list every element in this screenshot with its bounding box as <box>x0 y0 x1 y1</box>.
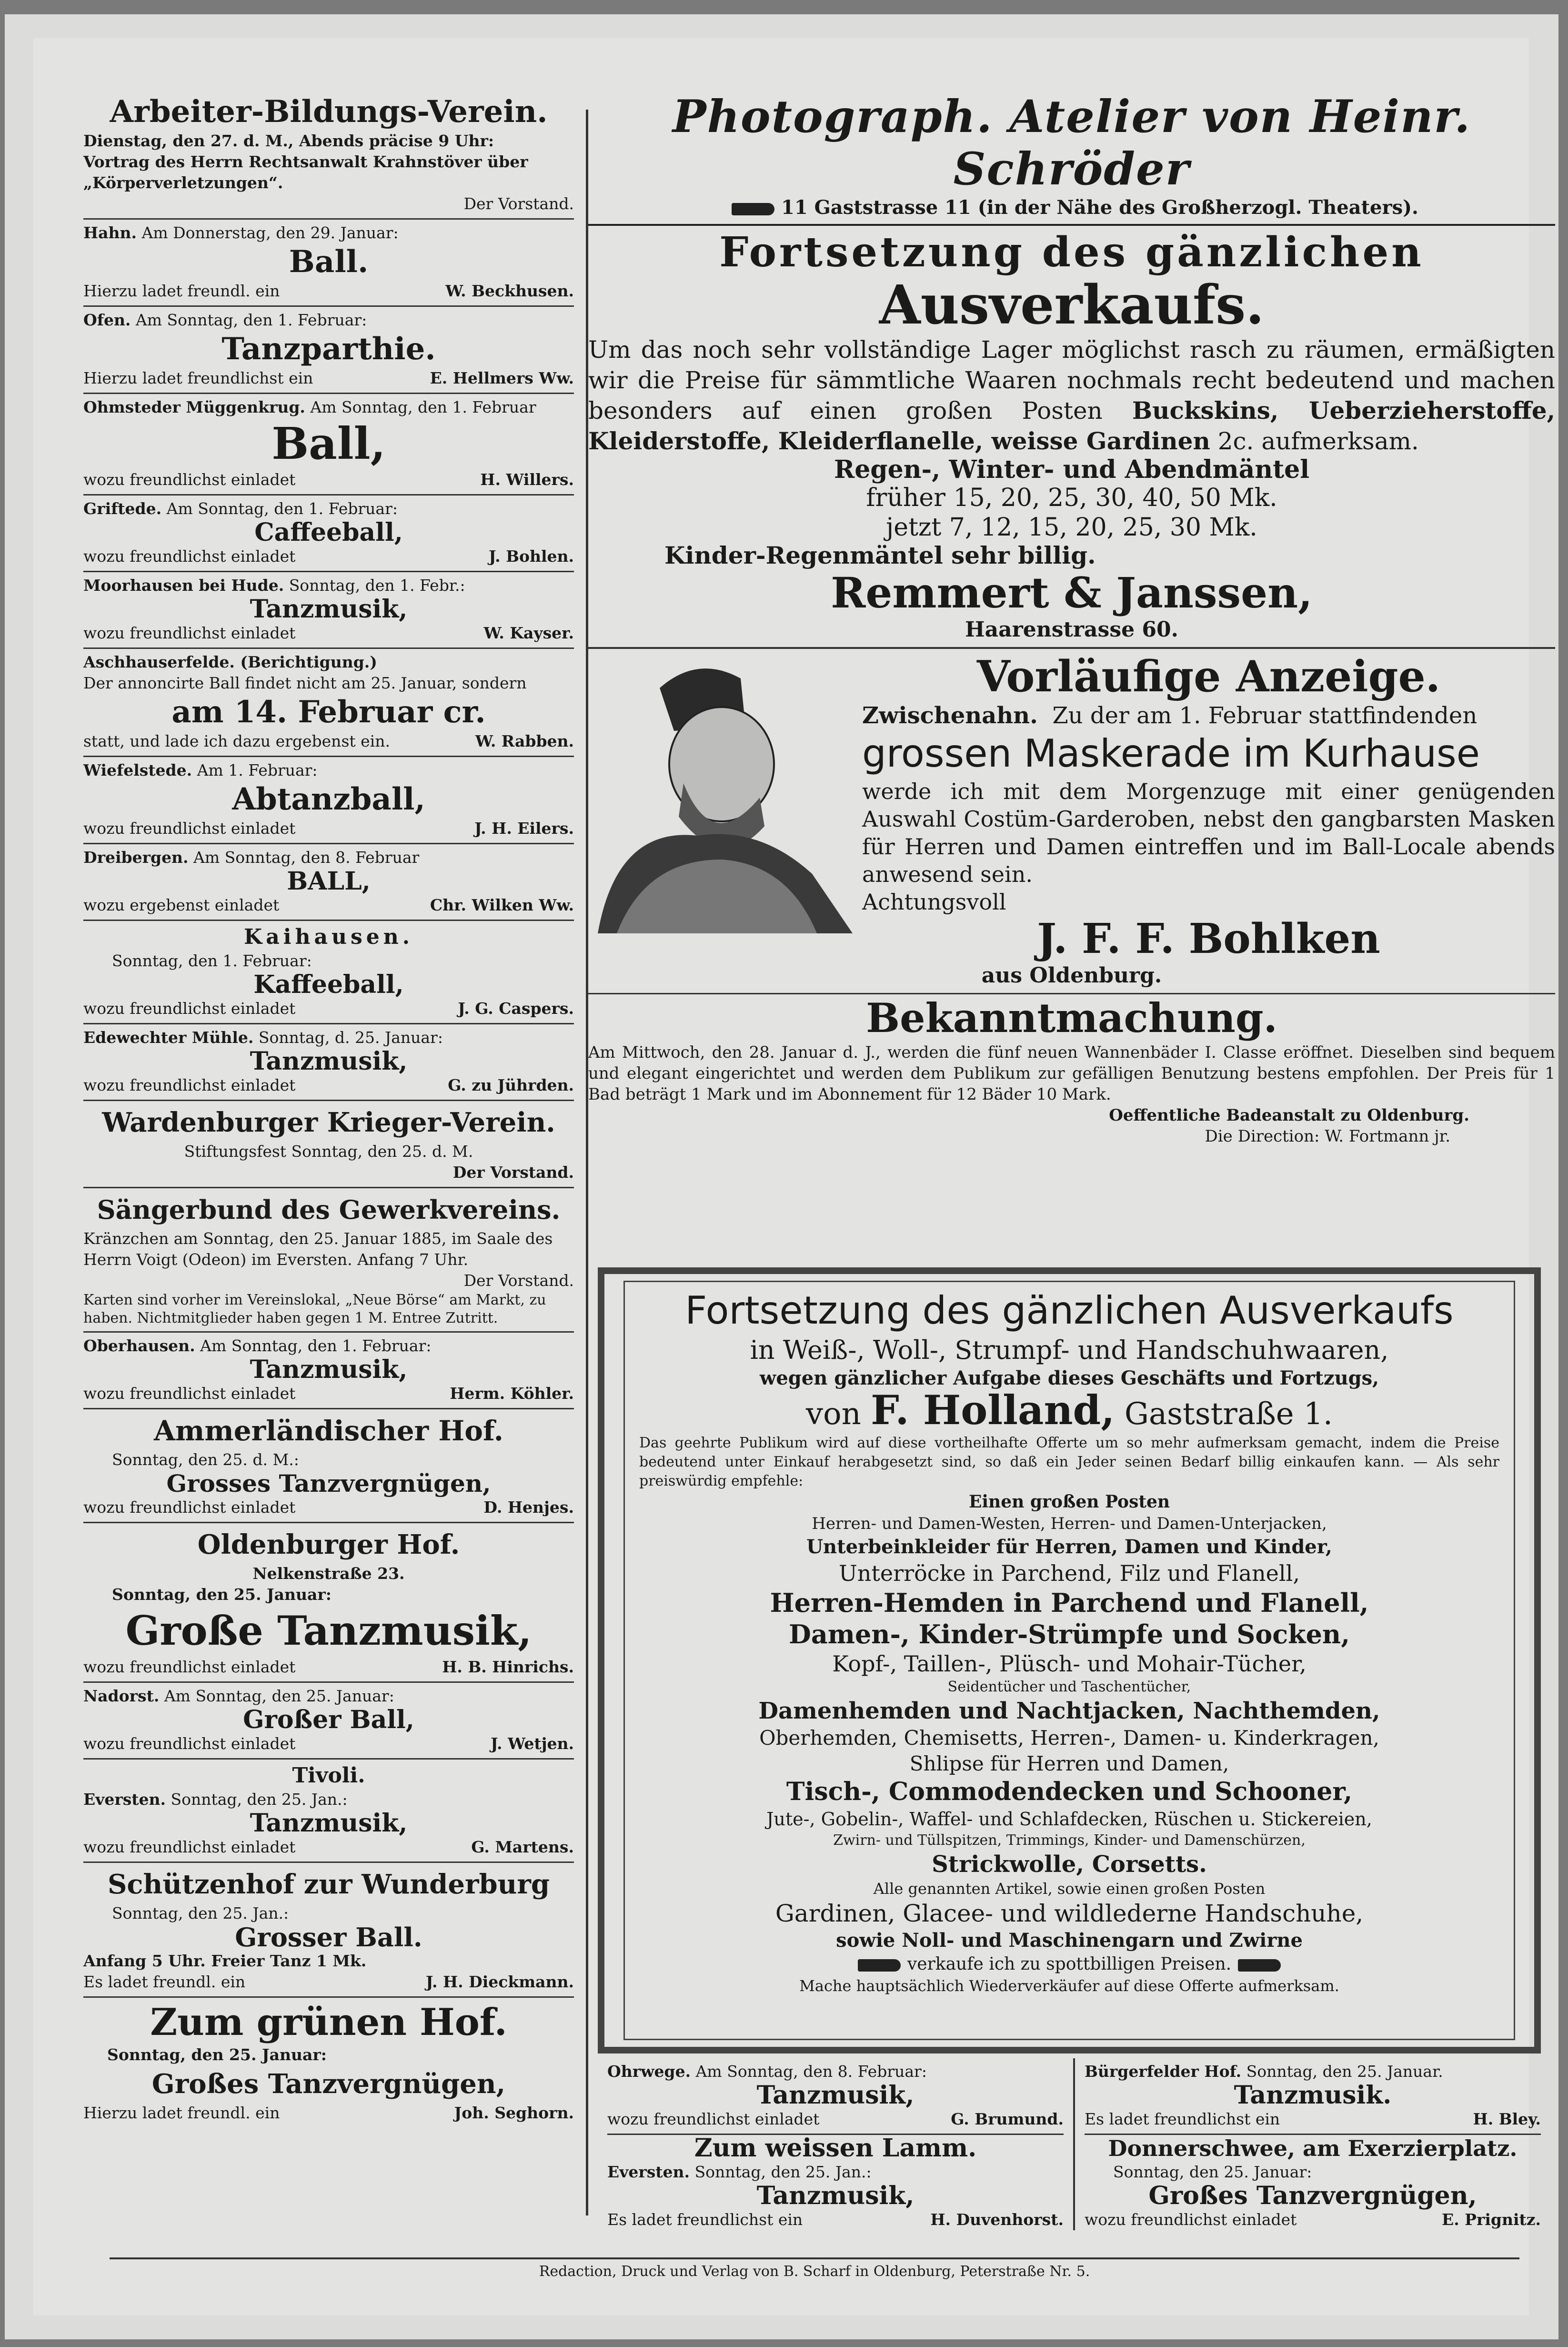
ad-title: Wardenburger Krieger-Verein. <box>102 1107 555 1138</box>
ad-invite: Es ladet freundlichst ein <box>1085 2110 1280 2128</box>
ad-event: Kaffeeball, <box>253 970 404 999</box>
ad-griftede <box>83 496 574 572</box>
ad-event: Großes Tanzvergnügen, <box>151 2068 506 2100</box>
ad-signature: D. Henjes. <box>483 1498 574 1517</box>
ad-signature: Joh. Seghorn. <box>454 2104 574 2122</box>
ad-text: Kinder-Regenmäntel sehr billig. <box>664 541 1096 569</box>
ad-remmert-janssen <box>588 226 1555 649</box>
ad-place: Eversten. <box>607 2163 690 2181</box>
ad-place: Nadorst. <box>83 1687 160 1705</box>
ad-signature: G. Brumund. <box>951 2110 1064 2128</box>
bottom-ads-right <box>1073 2058 1550 2230</box>
pointing-hand-icon <box>858 1959 901 1972</box>
ad-nadorst <box>83 1683 574 1760</box>
ad-text: werde ich mit dem Morgenzuge mit einer genügenden Auswahl Costüm-Garderoben, nebst den gangbarsten Masken für Herren und Damen eintreffen und im Ball-Locale abends anwesend sein. <box>862 779 1555 887</box>
ad-address: Nelkenstraße 23. <box>252 1564 405 1583</box>
ad-weisses-lamm <box>607 2135 1064 2230</box>
ad-event: am 14. Februar cr. <box>171 694 486 730</box>
ad-text: aus Oldenburg. <box>981 963 1162 988</box>
ad-text: Stiftungsfest Sonntag, den 25. d. M. <box>184 1142 473 1161</box>
ad-date: Am Sonntag, den 8. Februar <box>193 848 420 867</box>
ad-invite: wozu freundlichst einladet <box>83 1076 296 1094</box>
ad-schuetzenhof <box>83 1863 574 1998</box>
price-before: früher 15, 20, 25, 30, 40, 50 Mk. <box>866 484 1277 512</box>
ad-title: Photograph. Atelier von Heinr. Schröder <box>672 91 1471 195</box>
ad-invite: wozu freundlichst einladet <box>83 624 296 642</box>
ad-date: Am Sonntag, den 1. Februar: <box>135 311 367 329</box>
ad-bohlken <box>588 649 1555 994</box>
ad-photograph <box>588 91 1555 226</box>
ad-title: Ammerländischer Hof. <box>154 1415 503 1447</box>
ad-ammerland <box>83 1409 574 1523</box>
ad-signature: Der Vorstand. <box>463 194 574 213</box>
pointing-hand-icon <box>1238 1959 1281 1972</box>
ad-edewecht <box>83 1024 574 1101</box>
ad-signature: J. H. Dieckmann. <box>425 1973 574 1991</box>
ad-invite: wozu freundlichst einladet <box>83 1384 296 1403</box>
ad-title: Sängerbund des Gewerkvereins. <box>97 1194 561 1225</box>
ad-signature: J. H. Eilers. <box>474 819 574 838</box>
ad-oberhausen <box>83 1333 574 1409</box>
ad-date: Sonntag, den 25. Jan.: <box>171 1790 348 1809</box>
pointing-hand-icon <box>732 203 774 215</box>
ad-date: Sonntag, den 1. Febr.: <box>289 576 465 595</box>
ad-text: Achtungsvoll <box>862 889 1006 915</box>
ad-event: Tanzmusik, <box>250 1809 408 1838</box>
ad-invite: Hierzu ladet freundlichst ein <box>83 369 313 387</box>
ad-signature: Die Direction: W. Fortmann jr. <box>1205 1127 1450 1146</box>
ad-donnerschwee <box>1085 2135 1541 2230</box>
ad-event: BALL, <box>287 867 371 896</box>
left-column <box>83 91 574 2124</box>
ad-signature: J. Wetjen. <box>490 1734 574 1753</box>
ad-item: Seidentücher und Taschentücher, <box>947 1679 1191 1695</box>
ad-title: Arbeiter-Bildungs-Verein. <box>110 94 548 130</box>
ad-item: Jute-, Gobelin-, Waffel- und Schlafdecken, Rüschen u. Stickereien, <box>766 1809 1372 1830</box>
ad-invite: Es ladet freundlichst ein <box>607 2210 803 2229</box>
ad-signature: Chr. Wilken Ww. <box>430 896 574 914</box>
ad-item: Shlipse für Herren und Damen, <box>909 1752 1229 1775</box>
ad-place: Ohrwege. <box>607 2062 691 2081</box>
ad-date: Sonntag, den 25. Jan.: <box>112 1904 289 1922</box>
ad-signature: E. Hellmers Ww. <box>430 369 574 387</box>
ad-firm: Remmert & Janssen, <box>831 568 1313 617</box>
ad-place: Zwischenahn. <box>862 702 1038 729</box>
ad-invite: wozu freundlichst einladet <box>83 470 296 489</box>
ad-kaihausen <box>83 921 574 1024</box>
ad-title: Fortsetzung des gänzlichen <box>719 228 1424 276</box>
ad-item: Oberhemden, Chemisetts, Herren-, Damen- u. Kinderkragen, <box>759 1726 1379 1750</box>
ad-text: Um das noch sehr vollständige Lager möglichst rasch zu räumen, ermäßigten wir die Preise für sämmtliche Waaren nochmals recht bedeutend und machen besonders auf einen großen Posten <box>588 336 1555 425</box>
ad-address: 11 Gaststrasse 11 (in der Nähe des Großherzogl. Theaters). <box>781 196 1418 219</box>
right-column <box>588 91 1555 1147</box>
ad-gruener-hof <box>83 1998 574 2124</box>
ad-invite: Hierzu ladet freundl. ein <box>83 2104 280 2122</box>
ad-date: Am Sonntag, den 1. Februar: <box>200 1336 432 1355</box>
ad-wardenburg <box>83 1101 574 1188</box>
ad-signature: H. Duvenhorst. <box>930 2210 1064 2229</box>
ad-event: Große Tanzmusik, <box>125 1607 532 1654</box>
bottom-ads <box>598 2058 1550 2230</box>
imprint-footer: Redaction, Druck und Verlag von B. Scharf in Oldenburg, Peterstraße Nr. 5. <box>110 2257 1519 2280</box>
ad-event: Tanzmusik, <box>250 595 408 624</box>
ad-item: Unterröcke in Parchend, Filz und Flanell, <box>839 1560 1300 1586</box>
ad-place: Aschhauserfelde. (Berichtigung.) <box>83 653 377 671</box>
ad-place: Eversten. <box>83 1790 166 1809</box>
ad-text: Das geehrte Publikum wird auf diese vortheilhafte Offerte um so mehr aufmerksam gemacht, indem die Preise bedeutend unter Einkauf herabgesetzt sind, so daß ein Jeder seinen Bedarf billig einkaufen kann. — Als sehr preiswürdig empfehle: <box>639 1435 1499 1489</box>
ad-place: Edewechter Mühle. <box>83 1028 254 1047</box>
ad-text: Am Mittwoch, den 28. Januar d. J., werden die fünf neuen Wannenbäder I. Classe eröffnet. Dieselben sind bequem und elegant eingerichtet und werden dem Publikum zur gefälligen Benutzung bestens empfohlen. Der Preis für 1 Bad beträgt 1 Mark und im Abonnement für 12 Bäder 10 Mark. <box>588 1043 1555 1104</box>
bottom-ads-left <box>598 2058 1073 2230</box>
ad-date: Sonntag, den 25. Januar: <box>107 2045 327 2064</box>
ad-event: Großes Tanzvergnügen, <box>1148 2181 1477 2210</box>
ad-date: Am Sonntag, den 8. Februar: <box>695 2062 927 2081</box>
ad-firm: F. Holland, <box>871 1386 1115 1434</box>
ad-event: Tanzparthie. <box>221 331 436 367</box>
ad-moorhausen <box>83 572 574 649</box>
ad-title: Zum grünen Hof. <box>150 2001 507 2044</box>
ad-date: Am Sonntag, den 25. Januar: <box>164 1687 394 1705</box>
ad-signature: Herm. Köhler. <box>450 1384 574 1403</box>
ad-place: Ofen. <box>83 311 131 329</box>
ad-item: Zwirn- und Tüllspitzen, Trimmings, Kinder- und Damenschürzen, <box>833 1832 1306 1849</box>
ad-item: Damenhemden und Nachtjacken, Nachthemden, <box>758 1698 1380 1724</box>
ad-item: Gardinen, Glacee- und wildlederne Handschuhe, <box>775 1900 1364 1927</box>
ad-arbeiter-verein <box>83 91 574 220</box>
ad-place: Hahn. <box>83 223 137 242</box>
price-now: jetzt 7, 12, 15, 20, 25, 30 Mk. <box>886 513 1257 542</box>
ad-bekanntmachung <box>588 994 1555 1147</box>
ad-signature: Der Vorstand. <box>463 1271 574 1290</box>
ad-event: Tanzmusik, <box>250 1355 408 1384</box>
ad-items: Buckskins, Ueberzieherstoffe, Kleiderstoffe, Kleiderflanelle, weisse Gardinen <box>588 396 1555 455</box>
ad-signature: W. Beckhusen. <box>445 282 574 300</box>
ad-dreibergen <box>83 844 574 921</box>
ad-place: Wiefelstede. <box>83 761 192 779</box>
ad-event: Tanzmusik, <box>250 1047 408 1076</box>
ad-text: Dienstag, den 27. d. M., Abends präcise 9 Uhr: <box>83 132 494 150</box>
ad-title: Schützenhof zur Wunderburg <box>107 1869 550 1900</box>
ad-signature: E. Prignitz. <box>1442 2210 1541 2229</box>
ad-event: Caffeeball, <box>254 518 403 547</box>
ad-place: Ohmsteder Müggenkrug. <box>83 398 305 416</box>
ad-wiefelstede <box>83 757 574 844</box>
ad-signature: J. G. Caspers. <box>458 999 574 1018</box>
ad-invite: wozu freundlichst einladet <box>607 2110 820 2128</box>
ad-title: Oldenburger Hof. <box>197 1529 460 1560</box>
ad-title: Donnerschwee, am Exerzierplatz. <box>1108 2135 1518 2161</box>
ad-signature: G. Martens. <box>471 1838 574 1856</box>
ad-event: Tanzmusik, <box>756 2081 915 2110</box>
ad-date: Sonntag, den 25. Jan.: <box>694 2163 872 2181</box>
ad-buergerfelde <box>1085 2058 1541 2135</box>
ad-ofen <box>83 307 574 394</box>
ad-item: Mache hauptsächlich Wiederverkäufer auf diese Offerte aufmerksam. <box>799 1977 1339 1995</box>
ad-date: Am Sonntag, den 1. Februar <box>310 398 536 416</box>
ad-item: Einen großen Posten <box>968 1492 1170 1512</box>
ad-event: Ball, <box>271 418 386 469</box>
ad-signature: J. Bohlen. <box>489 547 574 566</box>
ad-invite: wozu freundlichst einladet <box>83 547 296 566</box>
ad-date: Sonntag, den 25. Januar: <box>1113 2163 1312 2181</box>
ad-event: Ball. <box>289 244 369 280</box>
ad-place: Bürgerfelder Hof. <box>1085 2062 1242 2081</box>
ad-title: Zum weissen Lamm. <box>694 2134 977 2163</box>
ad-date: Am Donnerstag, den 29. Januar: <box>141 223 399 242</box>
ad-item: Alle genannten Artikel, sowie einen großen Posten <box>873 1880 1266 1898</box>
ad-invite: wozu freundlichst einladet <box>83 999 296 1018</box>
ad-signature: G. zu Jührden. <box>448 1076 574 1094</box>
ad-item: Herren-Hemden in Parchend und Flanell, <box>770 1588 1369 1618</box>
ad-text: von <box>805 1396 861 1432</box>
ad-title: Ausverkaufs. <box>879 274 1265 336</box>
ad-text: wegen gänzlicher Aufgabe dieses Geschäfts und Fortzugs, <box>759 1367 1379 1389</box>
ad-title: Vorläufige Anzeige. <box>976 651 1441 702</box>
ad-text: in Weiß-, Woll-, Strumpf- und Handschuhwaaren, <box>750 1335 1389 1365</box>
ad-date: Am Sonntag, den 1. Februar: <box>166 499 398 518</box>
ad-event: Grosser Ball. <box>235 1922 422 1952</box>
ad-title: Tivoli. <box>292 1763 365 1788</box>
ad-item: verkaufe ich zu spottbilligen Preisen. <box>907 1954 1232 1974</box>
ad-invite: statt, und lade ich dazu ergebenst ein. <box>83 732 390 750</box>
ad-signature: Der Vorstand. <box>452 1163 574 1182</box>
ad-invite: wozu freundlichst einladet <box>1085 2210 1297 2229</box>
ad-signature: H. Willers. <box>480 470 574 489</box>
ad-item: Unterbeinkleider für Herren, Damen und Kinder, <box>806 1536 1332 1558</box>
ad-address: Gaststraße 1. <box>1124 1396 1333 1432</box>
ad-item: Tisch-, Commodendecken und Schooner, <box>786 1777 1353 1806</box>
ad-signature: H. B. Hinrichs. <box>442 1658 574 1676</box>
ad-signature: W. Kayser. <box>483 624 574 642</box>
ad-invite: wozu freundlichst einladet <box>83 1498 296 1517</box>
ad-item: Herren- und Damen-Westen, Herren- und Damen-Unterjacken, <box>812 1514 1327 1533</box>
ad-invite: Hierzu ladet freundl. ein <box>83 282 280 300</box>
ad-date: Sonntag, d. 25. Januar: <box>258 1028 443 1047</box>
ad-saengerbund <box>83 1188 574 1333</box>
ad-invite: wozu freundlichst einladet <box>83 1838 296 1856</box>
ad-invite: wozu ergebenst einladet <box>83 896 280 914</box>
ad-date: Sonntag, den 1. Februar: <box>112 951 312 970</box>
ad-title: Bekanntmachung. <box>866 994 1277 1042</box>
ad-event: Großer Ball, <box>243 1705 414 1734</box>
ad-signature: J. F. F. Bohlken <box>1037 915 1380 963</box>
ad-signature: H. Bley. <box>1473 2110 1541 2128</box>
ad-event: Tanzmusik, <box>756 2181 915 2210</box>
ad-date: Am 1. Februar: <box>197 761 318 779</box>
ad-address: Haarenstrasse 60. <box>965 617 1178 642</box>
ad-coats: Regen-, Winter- und Abendmäntel <box>834 455 1309 484</box>
ad-text: Karten sind vorher im Vereinslokal, „Neue Börse“ am Markt, zu haben. Nichtmitglieder haben gegen 1 M. Entree Zutritt. <box>83 1292 546 1326</box>
ad-ohrwege <box>607 2058 1064 2135</box>
ad-invite: Es ladet freundl. ein <box>83 1973 246 1991</box>
ad-text: Der annoncirte Ball findet nicht am 25. Januar, sondern <box>83 674 527 692</box>
ad-event: Abtanzball, <box>232 781 425 817</box>
ad-place: Dreibergen. <box>83 848 189 867</box>
ad-tivoli <box>83 1760 574 1863</box>
portrait-illustration <box>588 655 853 933</box>
ad-place: Oberhausen. <box>83 1336 195 1355</box>
ad-place: Griftede. <box>83 499 162 518</box>
ad-oldenburger-hof <box>83 1523 574 1683</box>
ad-event: Tanzmusik. <box>1234 2081 1392 2110</box>
ad-invite: wozu freundlichst einladet <box>83 1734 296 1753</box>
ad-date: Sonntag, den 25. Januar. <box>1246 2062 1443 2081</box>
ad-text: 2c. aufmerksam. <box>1217 427 1419 455</box>
ad-invite: wozu freundlichst einladet <box>83 819 296 838</box>
ad-text: Oeffentliche Badeanstalt zu Oldenburg. <box>1109 1106 1469 1125</box>
ad-signature: W. Rabben. <box>475 732 574 750</box>
ad-item: sowie Noll- und Maschinengarn und Zwirne <box>836 1929 1303 1952</box>
ad-holland <box>598 1267 1541 2054</box>
ad-item: Damen-, Kinder-Strümpfe und Socken, <box>788 1619 1350 1649</box>
ad-ohmstede <box>83 394 574 496</box>
ad-text: Zu der am 1. Februar stattfindenden <box>1052 702 1478 729</box>
ad-hahn <box>83 220 574 307</box>
ad-date: Sonntag, den 25. Januar: <box>112 1585 332 1604</box>
ad-text: Vortrag des Herrn Rechtsanwalt Krahnstöver über „Körperverletzungen“. <box>83 152 528 192</box>
ad-event: grossen Maskerade im Kurhause <box>862 731 1480 776</box>
ad-invite: wozu freundlichst einladet <box>83 1658 296 1676</box>
ad-item: Kopf-, Taillen-, Plüsch- und Mohair-Tücher, <box>832 1651 1307 1677</box>
ad-date: Sonntag, den 25. d. M.: <box>112 1450 299 1469</box>
ad-item: Strickwolle, Corsetts. <box>932 1851 1207 1878</box>
ad-place: Kaihausen. <box>243 925 414 949</box>
ad-event: Grosses Tanzvergnügen, <box>166 1469 491 1497</box>
ad-text: Anfang 5 Uhr. Freier Tanz 1 Mk. <box>83 1952 367 1970</box>
ad-text: Kränzchen am Sonntag, den 25. Januar 1885, im Saale des Herrn Voigt (Odeon) im Eversten. Anfang 7 Uhr. <box>83 1229 553 1269</box>
ad-aschhauserfelde <box>83 649 574 757</box>
ad-place: Moorhausen bei Hude. <box>83 576 284 595</box>
ad-title: Fortsetzung des gänzlichen Ausverkaufs <box>685 1288 1454 1333</box>
